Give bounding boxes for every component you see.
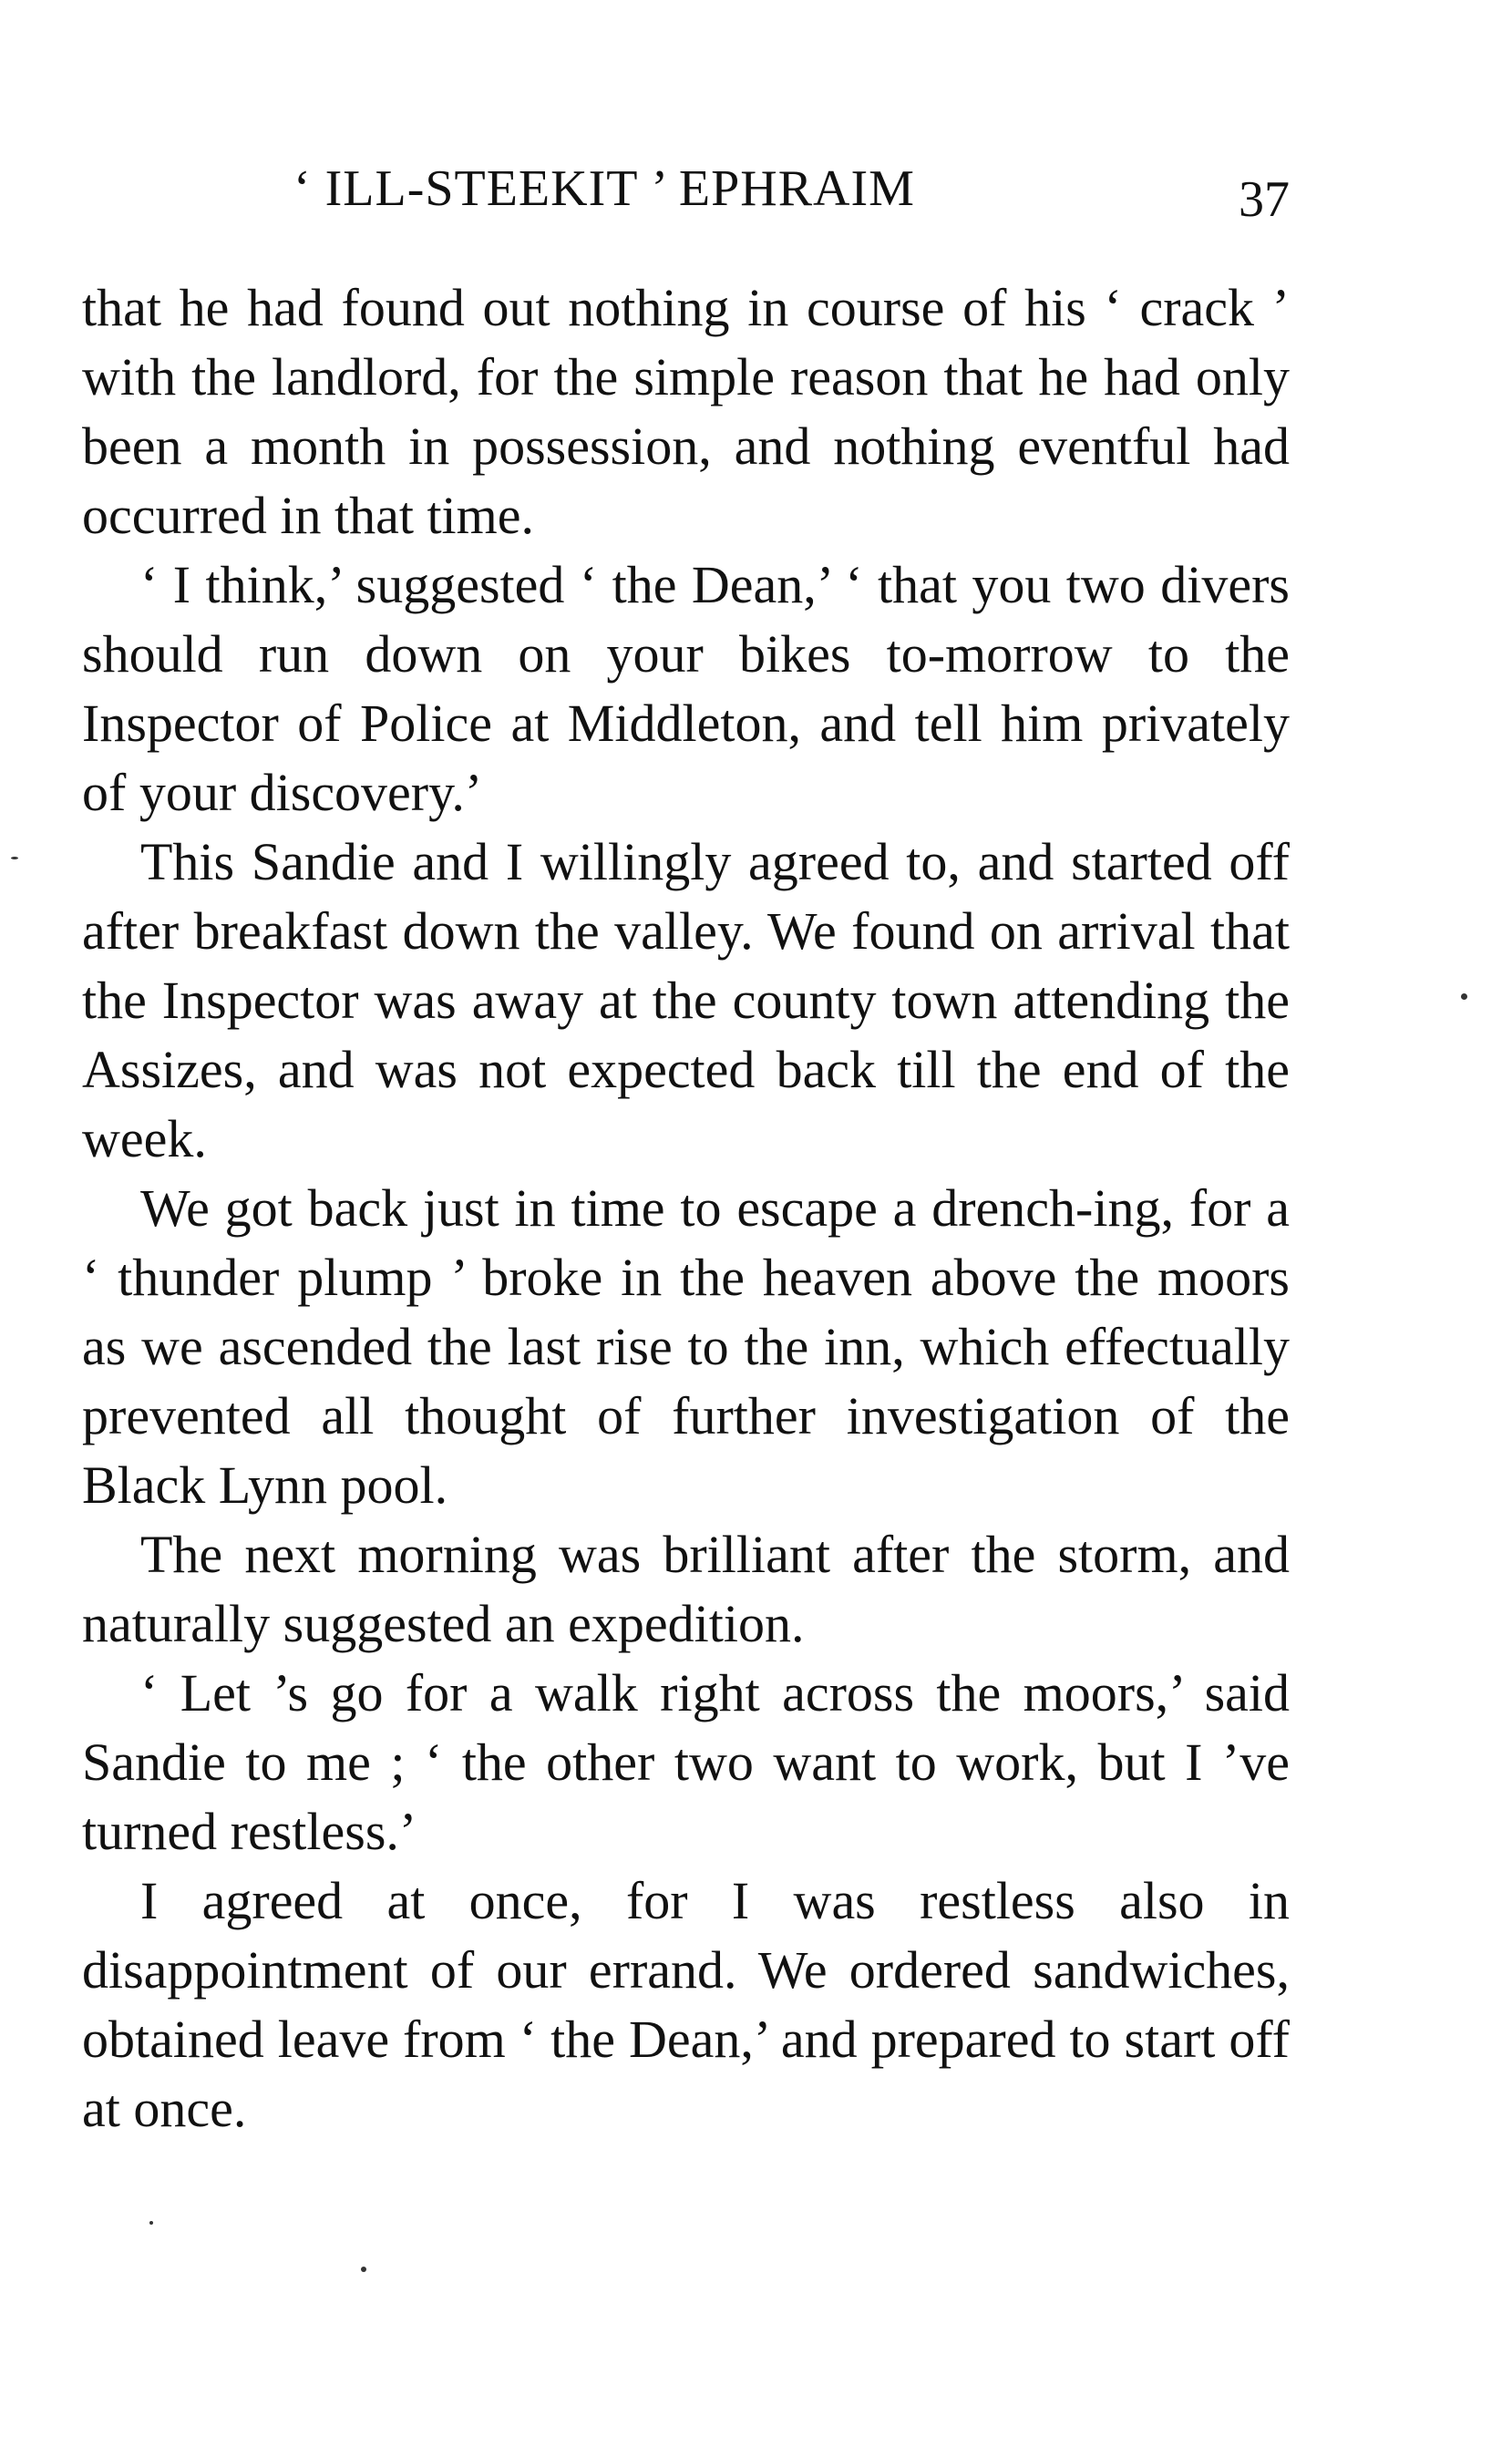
page-header [82, 159, 1290, 232]
print-speck [361, 2267, 366, 2272]
print-speck [11, 857, 18, 859]
print-speck [149, 2221, 153, 2225]
paragraph: The next morning was brilliant after the storm, and naturally suggested an expedition. [82, 1525, 1290, 1653]
paragraph: ‘ I think,’ suggested ‘ the Dean,’ ‘ that you two divers should run down on your bikes to-morrow to the Inspector of Police at Middleton, and tell him privately of your discovery.’ [82, 555, 1290, 822]
paragraph: We got back just in time to escape a drench-ing, for a ‘ thunder plump ’ broke in the heaven above the moors as we ascended the last rise to the inn, which effectually prevented all thought of further investigation of the Black Lynn pool. [82, 1178, 1290, 1515]
paragraph: ‘ Let ’s go for a walk right across the moors,’ said Sandie to me ; ‘ the other two want to work, but I ’ve turned restless.’ [82, 1663, 1290, 1861]
print-speck [1461, 993, 1467, 1000]
body-text [82, 273, 1290, 2144]
running-title: ‘ ILL-STEEKIT ’ EPHRAIM [293, 160, 915, 217]
paragraph: that he had found out nothing in course of his ‘ crack ’ with the landlord, for the simple reason that he had only been a month in possession, and nothing eventful had occurred in that time. [82, 278, 1290, 545]
paragraph: I agreed at once, for I was restless also in disappointment of our errand. We ordered sandwiches, obtained leave from ‘ the Dean,’ and prepared to start off at once. [82, 1871, 1290, 2138]
paragraph: This Sandie and I willingly agreed to, and started off after breakfast down the valley. We found on arrival that the Inspector was away at the county town attending the Assizes, and was not expected back till the end of the week. [82, 832, 1290, 1168]
page-number: 37 [1239, 171, 1290, 228]
